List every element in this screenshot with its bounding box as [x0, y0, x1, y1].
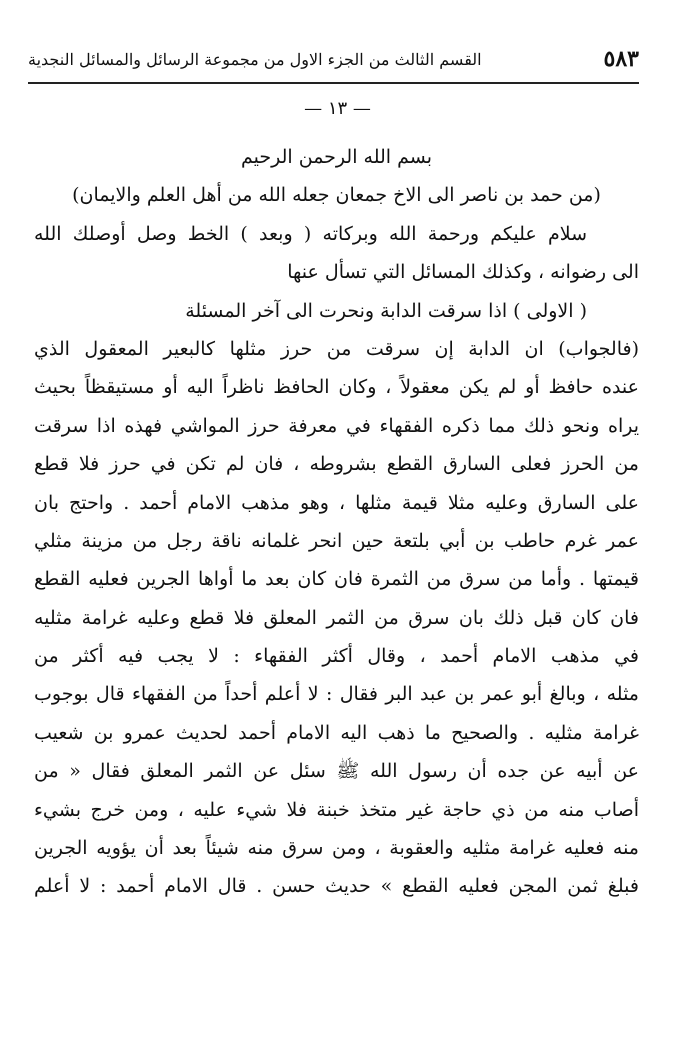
text-line: على السارق وعليه مثلا قيمة مثلها ، وهو مذهب الامام أحمد . واحتج بان — [34, 491, 639, 514]
text-line: عنده حافظ أو لم يكن معقولاً ، وكان الحافظ ناظراً اليه أو مستيقظاً بحيث — [34, 376, 639, 399]
text-line: سلام عليكم ورحمة الله وبركاته ( وبعد ) الخط وصل أوصلك الله — [34, 222, 587, 245]
basmala: بسم الله الرحمن الرحيم — [241, 146, 432, 168]
text-line: أصاب منه من ذي حاجة غير متخذ خبنة فلا شيء عليه ، ومن خرج بشيء — [34, 798, 639, 821]
text-line: في مذهب الامام أحمد ، وقال أكثر الفقهاء : لا يجب فيه أكثر من — [34, 645, 639, 668]
text-line: فبلغ ثمن المجن فعليه القطع » حديث حسن . قال الامام أحمد : لا أعلم — [34, 875, 639, 898]
page-header — [28, 40, 639, 78]
text-line: عمر غرم حاطب بن أبي بلتعة حين انحر غلمانه ناقة رجل من مزينة مثلي — [34, 529, 639, 552]
text-line: منه فعليه غرامة مثليه والعقوبة ، ومن سرق منه شيئاً بعد أن يؤويه الجرين — [34, 837, 639, 860]
text-line: الى رضوانه ، وكذلك المسائل التي تسأل عنها — [287, 261, 639, 284]
text-line: فان كان قبل ذلك بان سرق من الثمر المعلق فلا قطع وعليه غرامة مثليه — [34, 606, 639, 629]
text-line: (فالجواب) ان الدابة إن سرقت من حرز مثلها كالبعير المعقول الذي — [34, 337, 639, 360]
section-number: — ١٣ — — [304, 98, 371, 119]
text-line: مثله ، وبالغ أبو عمر بن عبد البر فقال : لا أعلم أحداً من الفقهاء قال بوجوب — [34, 683, 639, 706]
question-heading: ( الاولى ) اذا سرقت الدابة ونحرت الى آخر المسئلة — [185, 299, 587, 322]
body-text — [34, 138, 639, 906]
letter-heading: (من حمد بن ناصر الى الاخ جمعان جعله الله من أهل العلم والايمان) — [72, 184, 601, 207]
text-line: يراه ونحو ذلك مما ذكره الفقهاء في معرفة حرز المواشي فهذه اذا سرقت — [34, 414, 639, 437]
header-divider — [28, 82, 639, 84]
page-number: ٥٨٣ — [603, 46, 639, 72]
text-line: عن أبيه عن جده أن رسول الله ﷺ سئل عن الثمر المعلق فقال « من — [34, 760, 639, 783]
text-line: قيمتها . وأما من سرق من الثمرة فان كان بعد ما أواها الجرين فعليه القطع — [34, 568, 639, 591]
text-line: من الحرز فعلى السارق القطع بشروطه ، فان لم تكن في حرز فلا قطع — [34, 453, 639, 476]
text-line: غرامة مثليه . والصحيح ما ذهب اليه الامام أحمد لحديث عمرو بن شعيب — [34, 721, 639, 744]
running-title: القسم الثالث من الجزء الاول من مجموعة الرسائل والمسائل النجدية — [28, 49, 482, 69]
